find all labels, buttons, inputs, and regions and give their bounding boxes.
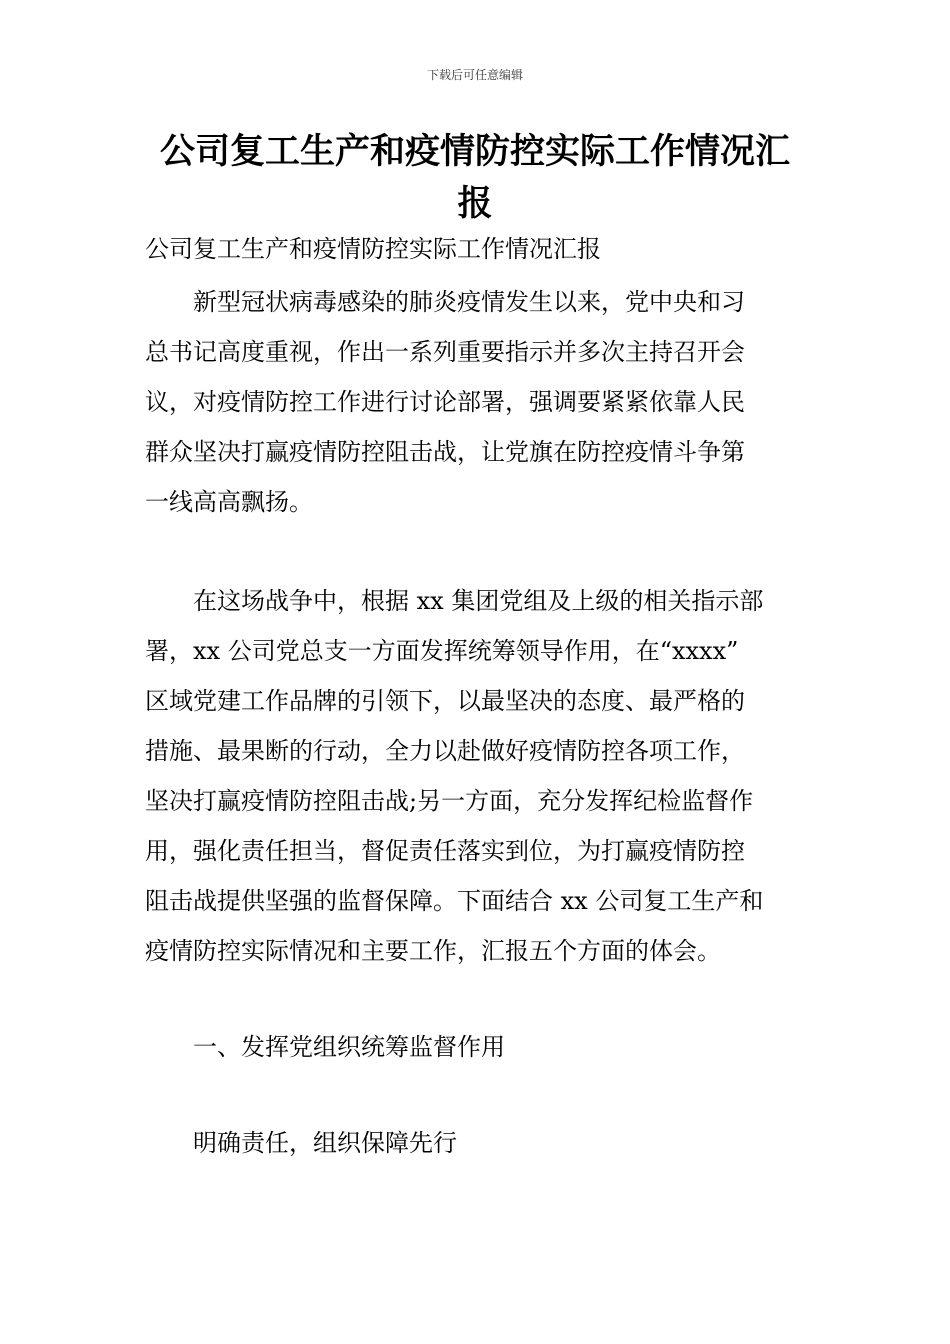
title-line-2: 报 <box>457 184 493 224</box>
paragraph-line: 坚决打赢疫情防控阻击战;另一方面，充分发挥纪检监督作 <box>145 787 754 815</box>
paragraph-line: 疫情防控实际情况和主要工作，汇报五个方面的体会。 <box>145 937 721 965</box>
paragraph-line: 群众坚决打赢疫情防控阻击战，让党旗在防控疫情斗争第 <box>145 438 745 466</box>
page-title <box>145 126 805 230</box>
section-heading-text: 一、发挥党组织统筹监督作用 <box>193 1033 505 1061</box>
title-line-1: 公司复工生产和疫情防控实际工作情况汇 <box>159 132 790 172</box>
section-heading <box>145 1022 807 1072</box>
paragraph-intro <box>145 277 807 527</box>
subtitle: 公司复工生产和疫情防控实际工作情况汇报 <box>145 235 601 263</box>
paragraph-line: 新型冠状病毒感染的肺炎疫情发生以来，党中央和习 <box>193 288 745 316</box>
subsection-heading-text: 明确责任，组织保障先行 <box>193 1129 457 1157</box>
paragraph-context <box>145 576 807 976</box>
paragraph-line: 议，对疫情防控工作进行讨论部署，强调要紧紧依靠人民 <box>145 388 745 416</box>
paragraph-line: 阻击战提供坚强的监督保障。下面结合 xx 公司复工生产和 <box>145 887 764 915</box>
header-note: 下载后可任意编辑 <box>426 68 523 82</box>
subsection-heading <box>145 1118 807 1168</box>
paragraph-line: 一线高高飘扬。 <box>145 488 313 516</box>
paragraph-line: 总书记高度重视，作出一系列重要指示并多次主持召开会 <box>145 338 745 366</box>
paragraph-line: 用，强化责任担当，督促责任落实到位，为打赢疫情防控 <box>145 837 745 865</box>
paragraph-line: 区域党建工作品牌的引领下，以最坚决的态度、最严格的 <box>145 687 745 715</box>
paragraph-line: 在这场战争中，根据 xx 集团党组及上级的相关指示部 <box>193 587 764 615</box>
paragraph-line: 署，xx 公司党总支一方面发挥统筹领导作用，在“xxxx” <box>145 637 739 665</box>
paragraph-line: 措施、最果断的行动，全力以赴做好疫情防控各项工作， <box>145 737 745 765</box>
